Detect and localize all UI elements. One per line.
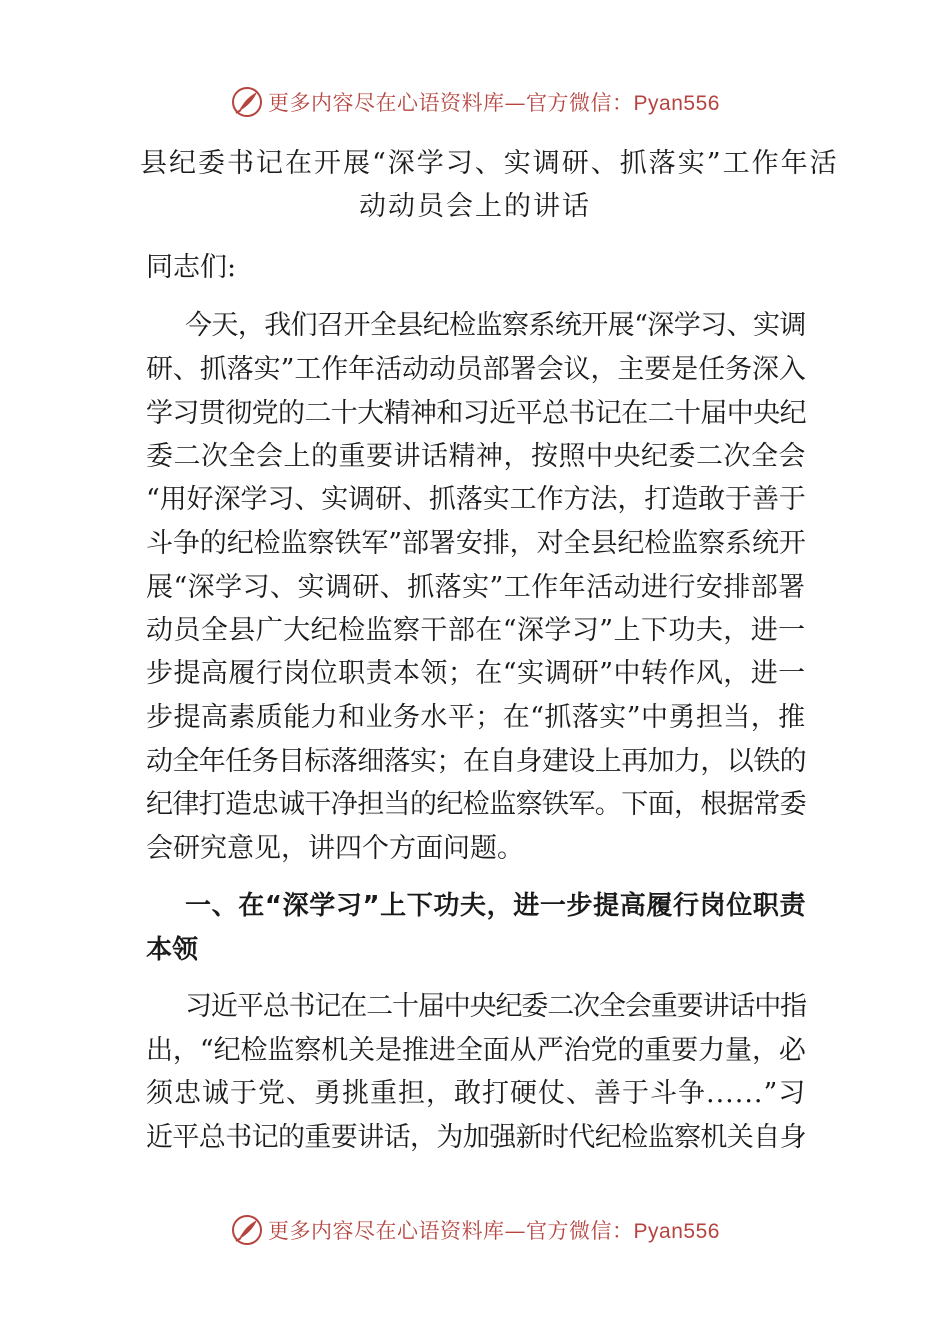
paragraph-line: 学习贯彻党的二十大精神和习近平总书记在二十届中央纪	[146, 398, 806, 429]
paragraph-line: 须忠诚于党、勇挑重担，敢打硬仗、善于斗争......”习	[146, 1078, 807, 1109]
quill-pen-logo-icon	[230, 1213, 264, 1247]
document-title	[140, 142, 839, 228]
paragraph-line: 纪律打造忠诚干净担当的纪检监察铁军。下面，根据常委	[146, 789, 806, 820]
paragraph-line: 近平总书记的重要讲话，为加强新时代纪检监察机关自身	[146, 1122, 806, 1153]
paragraph-line: 委二次全会上的重要讲话精神，按照中央纪委二次全会	[146, 441, 806, 472]
watermark-text: 更多内容尽在心语资料库—官方微信：Pyan556	[268, 91, 720, 115]
quill-pen-logo-icon	[230, 85, 264, 119]
paragraph-line: 斗争的纪检监察铁军”部署安排，对全县纪检监察系统开	[146, 528, 806, 559]
title-line-2: 动动员会上的讲话	[359, 191, 591, 222]
paragraph-line: 习近平总书记在二十届中央纪委二次全会重要讲话中指	[185, 991, 806, 1022]
heading-line: 一、在“深学习”上下功夫，进一步提高履行岗位职责	[185, 891, 807, 921]
paragraph-line: 研、抓落实”工作年活动动员部署会议，主要是任务深入	[146, 354, 806, 385]
paragraph-line: 出，“纪检监察机关是推进全面从严治党的重要力量，必	[146, 1035, 806, 1066]
paragraph-line: 今天，我们召开全县纪检监察系统开展“深学习、实调	[185, 310, 806, 341]
title-line-1: 县纪委书记在开展“深学习、实调研、抓落实”工作年活	[140, 148, 839, 179]
paragraph-line: 会研究意见，讲四个方面问题。	[146, 833, 524, 864]
heading-line: 本领	[146, 935, 199, 965]
paragraph-line: 动全年任务目标落细落实；在自身建设上再加力，以铁的	[146, 746, 806, 777]
salutation: 同志们:	[146, 252, 237, 283]
paragraph-line: 步提高素质能力和业务水平；在“抓落实”中勇担当，推	[146, 702, 806, 733]
paragraph-line: 展“深学习、实调研、抓落实”工作年活动进行安排部署	[146, 572, 806, 603]
paragraph-line: 动员全县广大纪检监察干部在“深学习”上下功夫，进一	[146, 615, 806, 646]
watermark-text: 更多内容尽在心语资料库—官方微信：Pyan556	[268, 1219, 720, 1243]
paragraph-line: 步提高履行岗位职责本领；在“实调研”中转作风，进一	[146, 658, 806, 689]
paragraph-line: “用好深学习、实调研、抓落实工作方法，打造敢于善于	[146, 484, 806, 515]
watermark-banner-bottom	[0, 1210, 950, 1250]
watermark-banner-top	[0, 82, 950, 122]
